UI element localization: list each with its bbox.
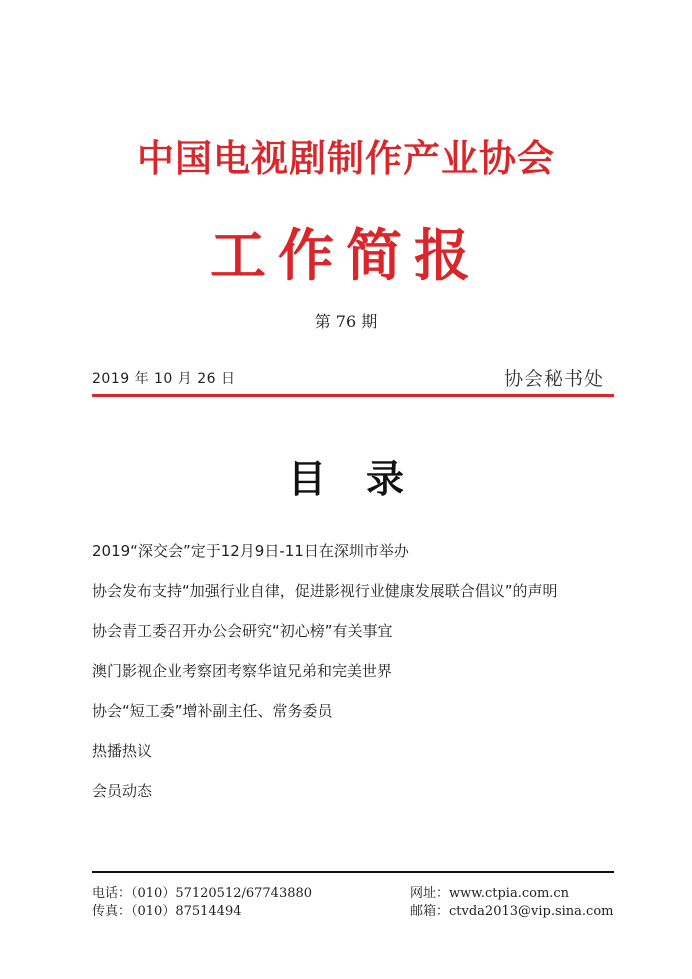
issue-number: 第 76 期 — [314, 312, 378, 331]
footer-website: 网址：www.ctpia.com.cn — [410, 886, 570, 901]
toc-item: 协会青工委召开办公会研究“初心榜”有关事宜 — [92, 622, 393, 640]
date-row — [92, 366, 612, 392]
footer-divider — [92, 871, 614, 873]
table-of-contents — [92, 540, 632, 820]
bulletin-title: 工作简报 — [210, 223, 482, 289]
toc-item: 会员动态 — [92, 782, 153, 800]
organization-title: 中国电视剧制作产业协会 — [137, 136, 555, 180]
issue-date: 2019 年 10 月 26 日 — [92, 371, 236, 387]
footer-email: 邮箱：ctvda2013@vip.sina.com — [410, 904, 614, 919]
header-divider — [92, 394, 614, 397]
toc-item: 2019“深交会”定于12月9日-11日在深圳市举办 — [92, 542, 409, 560]
footer-tel: 电话：（010）57120512/67743880 — [92, 886, 313, 901]
issuer: 协会秘书处 — [503, 368, 604, 390]
toc-title: 目录 — [287, 456, 444, 501]
toc-item: 热播热议 — [92, 742, 153, 760]
footer-fax: 传真：（010）87514494 — [92, 904, 242, 919]
toc-item: 协会发布支持“加强行业自律，促进影视行业健康发展联合倡议”的声明 — [92, 582, 558, 600]
toc-item: 澳门影视企业考察团考察华谊兄弟和完美世界 — [92, 662, 393, 680]
toc-item: 协会“短工委”增补副主任、常务委员 — [92, 702, 333, 720]
